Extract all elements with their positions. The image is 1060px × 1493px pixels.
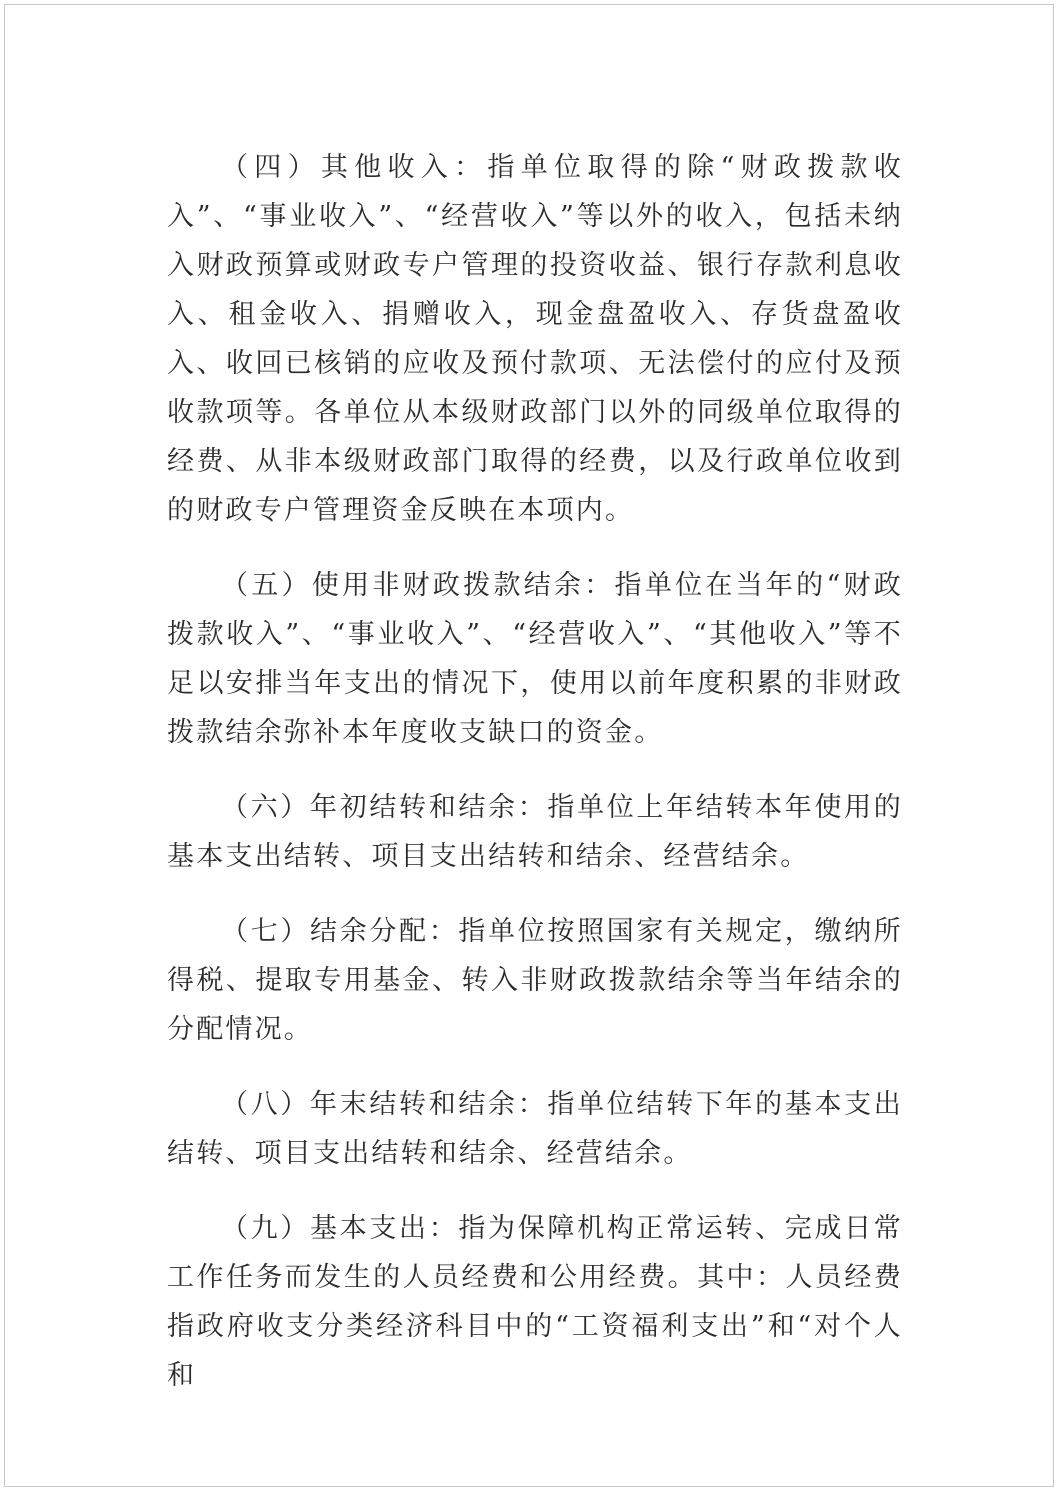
paragraph-surplus-distribution: （七）结余分配：指单位按照国家有关规定，缴纳所得税、提取专用基金、转入非财政拨款结余等当年结余的分配情况。 [167, 916, 903, 1045]
paragraph-non-fiscal-surplus-use: （五）使用非财政拨款结余：指单位在当年的“财政拨款收入”、“事业收入”、“经营收入”、“其他收入”等不足以安排当年支出的情况下，使用以前年度积累的非财政拨款结余弥补本年度收支缺口的资金。 [167, 570, 903, 748]
paragraph-basic-expenditure: （九）基本支出：指为保障机构正常运转、完成日常工作任务而发生的人员经费和公用经费。其中：人员经费指政府收支分类经济科目中的“工资福利支出”和“对个人和 [167, 1213, 903, 1391]
paragraph-beginning-carryover: （六）年初结转和结余：指单位上年结转本年使用的基本支出结转、项目支出结转和结余、经营结余。 [167, 792, 903, 872]
document-page [4, 4, 1054, 1487]
paragraph-other-income: （四）其他收入：指单位取得的除“财政拨款收入”、“事业收入”、“经营收入”等以外的收入，包括未纳入财政预算或财政专户管理的投资收益、银行存款利息收入、租金收入、捐赠收入，现金盘盈收入、存货盘盈收入、收回已核销的应收及预付款项、无法偿付的应付及预收款项等。各单位从本级财政部门以外的同级单位取得的经费、从非本级财政部门取得的经费，以及行政单位收到的财政专户管理资金反映在本项内。 [167, 152, 903, 526]
document-body [167, 143, 903, 1400]
paragraph-year-end-carryover: （八）年末结转和结余：指单位结转下年的基本支出结转、项目支出结转和结余、经营结余。 [167, 1089, 903, 1169]
